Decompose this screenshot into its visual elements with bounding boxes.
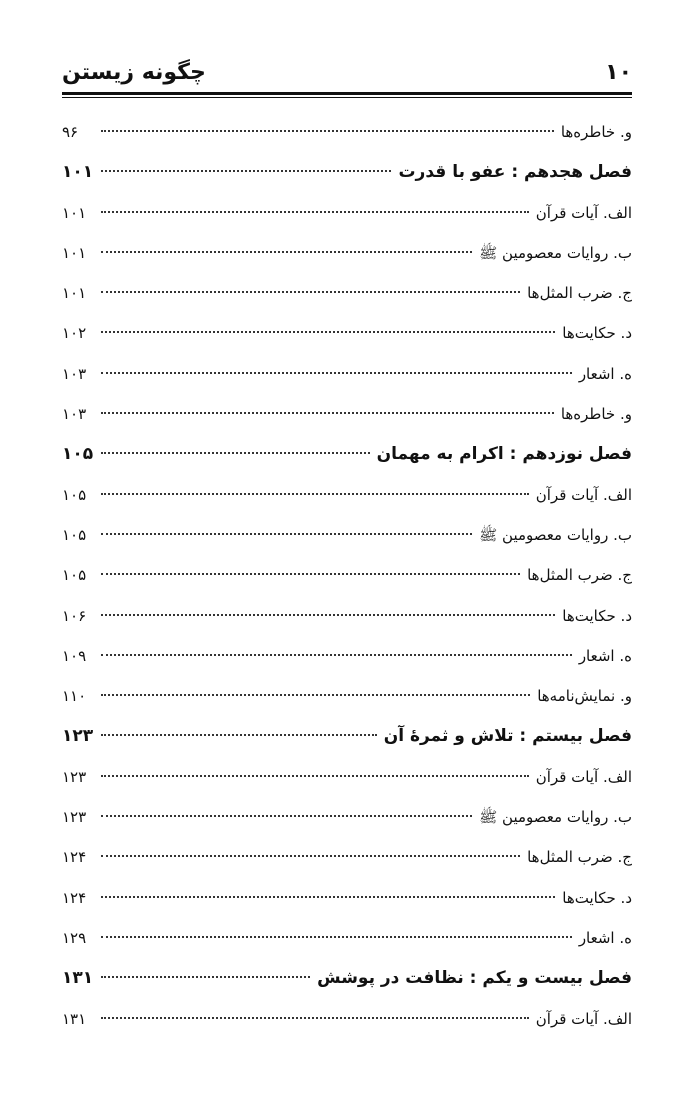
toc-entry-label: د. حکایت‌ها (562, 324, 632, 343)
toc-chapter-entry (62, 716, 632, 756)
toc-entry-page-number: ۱۲۹ (62, 928, 87, 947)
toc-entry (62, 837, 632, 877)
dot-leader (101, 130, 554, 132)
page-number: ۱۰ (605, 60, 632, 85)
toc-entry-page-number: ۱۰۱ (62, 243, 87, 262)
table-of-contents (62, 112, 632, 1039)
toc-entry-page-number: ۱۰۵ (62, 444, 94, 465)
toc-entry (62, 797, 632, 837)
toc-entry-label: ه. اشعار (578, 364, 632, 383)
toc-entry-page-number: ۱۰۳ (62, 405, 87, 424)
toc-chapter-entry (62, 958, 632, 998)
toc-entry-label: و. خاطره‌ها (560, 123, 632, 141)
toc-entry-page-number: ۱۰۶ (62, 606, 87, 625)
toc-entry (62, 193, 632, 233)
toc-entry-label: و. خاطره‌ها (560, 405, 632, 424)
dot-leader (101, 573, 520, 575)
toc-entry (62, 233, 632, 273)
toc-entry (62, 596, 632, 636)
toc-entry-page-number: ۱۰۵ (62, 566, 87, 585)
dot-leader (101, 331, 555, 333)
toc-entry-label: الف. آیات قرآن (535, 1009, 632, 1028)
dot-leader (101, 734, 377, 736)
toc-entry-page-number: ۱۲۳ (62, 767, 87, 786)
toc-chapter-entry (62, 152, 632, 192)
toc-entry-page-number: ۱۰۲ (62, 324, 87, 343)
toc-entry-label: فصل نوزدهم : اکرام به مهمان (376, 444, 632, 465)
toc-entry-page-number: ۱۰۵ (62, 485, 87, 504)
toc-entry-label: ج. ضرب المثل‌ها (527, 848, 632, 867)
toc-entry-label: ه. اشعار (578, 646, 632, 665)
toc-entry (62, 636, 632, 676)
toc-entry-page-number: ۱۲۳ (62, 808, 87, 827)
toc-entry-label: فصل هجدهم : عفو با قدرت (398, 162, 632, 183)
dot-leader (101, 775, 529, 777)
dot-leader (101, 291, 520, 293)
dot-leader (101, 936, 572, 938)
toc-entry-label: ب. روایات معصومین ﷺ (479, 243, 632, 262)
dot-leader (101, 533, 472, 535)
dot-leader (101, 372, 572, 374)
dot-leader (101, 170, 391, 172)
toc-entry-page-number: ۱۰۵ (62, 525, 87, 544)
toc-entry-page-number: ۹۶ (62, 123, 79, 141)
dot-leader (101, 452, 370, 454)
toc-entry-page-number: ۱۲۳ (62, 726, 94, 747)
toc-chapter-entry (62, 434, 632, 474)
toc-entry-label: ب. روایات معصومین ﷺ (479, 525, 632, 544)
toc-entry-page-number: ۱۱۰ (62, 687, 87, 706)
toc-entry-label: د. حکایت‌ها (562, 606, 632, 625)
dot-leader (101, 1017, 529, 1019)
toc-entry (62, 394, 632, 434)
toc-entry-label: فصل بیستم : تلاش و ثمرهٔ آن (383, 726, 632, 747)
dot-leader (101, 614, 555, 616)
toc-entry (62, 354, 632, 394)
toc-entry-label: الف. آیات قرآن (535, 767, 632, 786)
dot-leader (101, 211, 529, 213)
toc-entry-label: ج. ضرب المثل‌ها (527, 284, 632, 303)
toc-entry-page-number: ۱۳۱ (62, 1009, 87, 1028)
toc-entry (62, 515, 632, 555)
toc-entry (62, 555, 632, 595)
toc-entry-label: الف. آیات قرآن (535, 203, 632, 222)
toc-entry-page-number: ۱۳۱ (62, 968, 94, 989)
header-rule-thick (62, 92, 632, 95)
header-rule-thin (62, 97, 632, 98)
toc-entry (62, 273, 632, 313)
dot-leader (101, 694, 530, 696)
dot-leader (101, 251, 472, 253)
dot-leader (101, 654, 572, 656)
toc-entry-label: فصل بیست و یکم : نظافت در پوشش (317, 968, 632, 989)
toc-entry-page-number: ۱۰۱ (62, 162, 94, 183)
toc-entry (62, 999, 632, 1039)
toc-entry (62, 757, 632, 797)
toc-entry-label: ه. اشعار (578, 928, 632, 947)
page-header (62, 58, 632, 90)
toc-entry-page-number: ۱۲۴ (62, 848, 87, 867)
toc-entry (62, 475, 632, 515)
toc-entry-label: ج. ضرب المثل‌ها (527, 566, 632, 585)
dot-leader (101, 976, 310, 978)
dot-leader (101, 896, 555, 898)
toc-entry-label: و. نمایش‌نامه‌ها (537, 687, 632, 706)
toc-entry (62, 676, 632, 716)
toc-entry (62, 878, 632, 918)
toc-entry-label: د. حکایت‌ها (562, 888, 632, 907)
toc-entry (62, 112, 632, 152)
book-title: چگونه زیستن (62, 60, 206, 85)
dot-leader (101, 493, 529, 495)
dot-leader (101, 815, 472, 817)
dot-leader (101, 412, 554, 414)
dot-leader (101, 855, 520, 857)
toc-entry (62, 918, 632, 958)
toc-entry-page-number: ۱۰۱ (62, 203, 87, 222)
toc-entry (62, 313, 632, 353)
toc-entry-label: الف. آیات قرآن (535, 485, 632, 504)
toc-entry-label: ب. روایات معصومین ﷺ (479, 808, 632, 827)
toc-entry-page-number: ۱۰۱ (62, 284, 87, 303)
toc-entry-page-number: ۱۰۹ (62, 646, 87, 665)
toc-entry-page-number: ۱۰۳ (62, 364, 87, 383)
toc-entry-page-number: ۱۲۴ (62, 888, 87, 907)
